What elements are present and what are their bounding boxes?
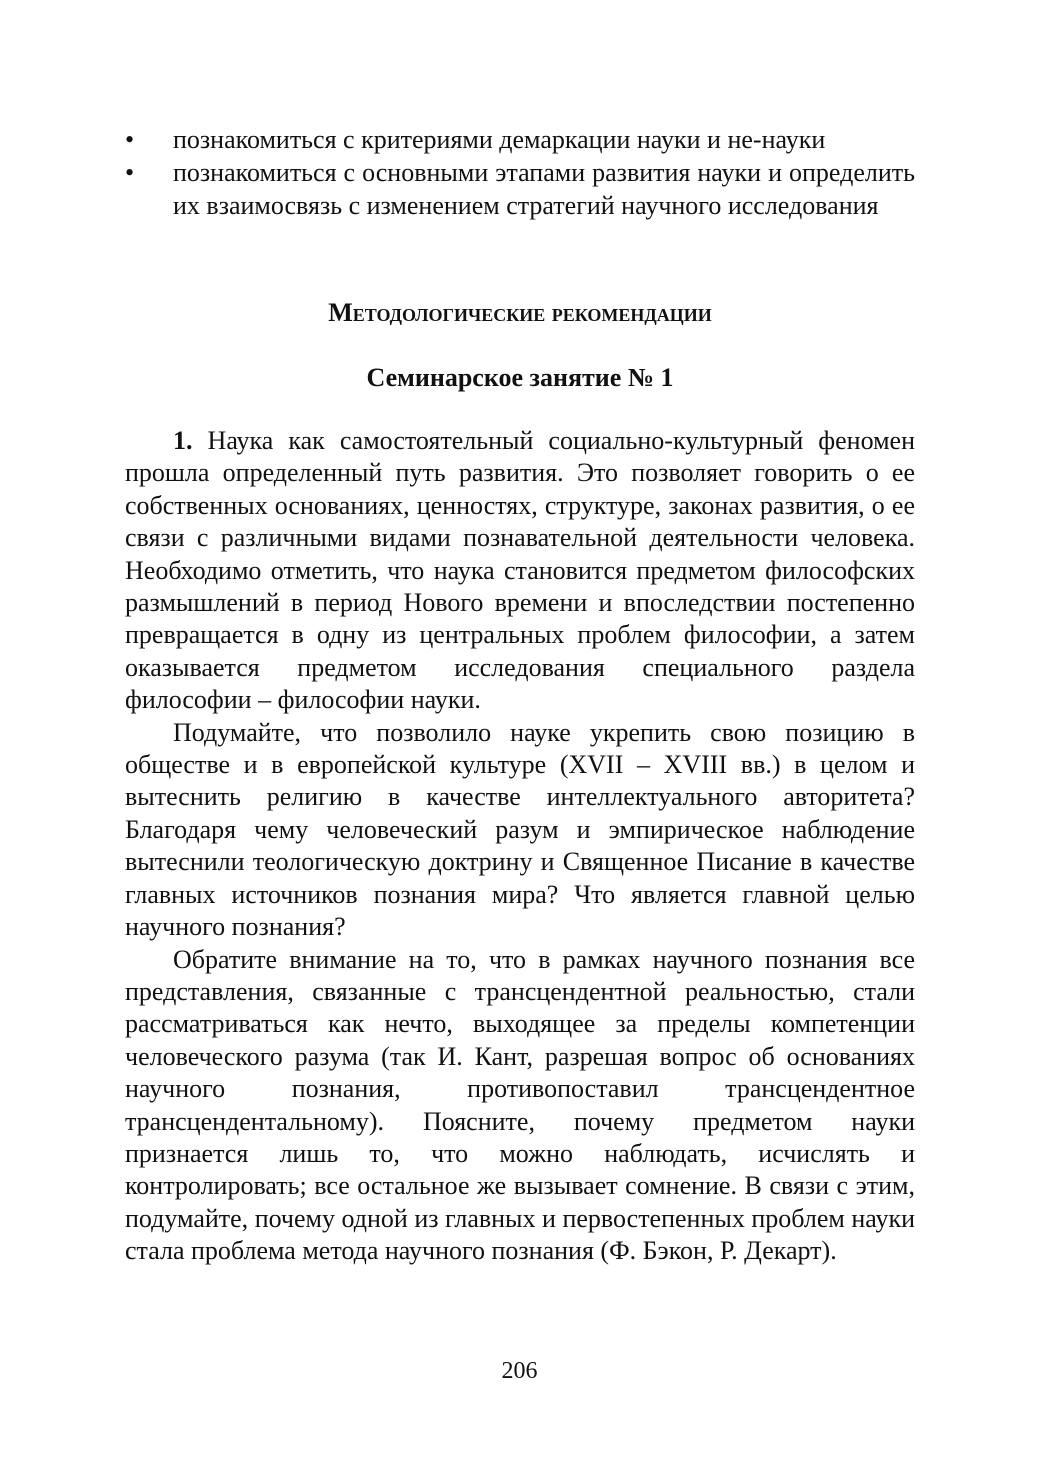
paragraph	[125, 944, 915, 1268]
section-heading: Методологические рекомендации	[328, 298, 712, 327]
bullet-icon: •	[125, 125, 135, 154]
bullet-icon: •	[125, 158, 135, 187]
paragraph-text: Подумайте, что позволило науке укрепить свою позицию в обществе и в европейской культуре (XVII – XVIII вв.) в целом и вытеснить религию в качестве интеллектуального авторитета? Благодаря чему человеческий разум и эмпирическое наблюдение вытеснили теологическую доктрину и Священное Писание в качестве главных источников познания мира? Что является главной целью научного познания?	[125, 717, 915, 942]
paragraph-text: Наука как самостоятельный социально-культурный феномен прошла определенный путь развития. Это позволяет говорить о ее собственных основаниях, ценностях, структуре, законах развития, о ее связи с различными видами познавательной деятельности человека. Необходимо отметить, что наука становится предметом философских размышлений в период Нового времени и впоследствии постепенно превращается в одну из центральных проблем философии, а затем оказывается предметом исследования специального раздела философии – философии науки.	[125, 426, 915, 715]
page-number: 206	[501, 1358, 538, 1384]
paragraph-text: Обратите внимание на то, что в рамках научного познания все представления, связанные с трансцендентной реальностью, стали рассматриваться как нечто, выходящее за пределы компетенции человеческого разума (так И. Кант, разрешая вопрос об основаниях научного познания, противопоставил трансцендентное трансцендентальному). Поясните, почему предметом науки признается лишь то, что можно наблюдать, исчислять и контролировать; все остальное же вызывает сомнение. В связи с этим, подумайте, почему одной из главных и первостепенных проблем науки стала проблема метода научного познания (Ф. Бэкон, Р. Декарт).	[125, 944, 915, 1266]
list-item	[125, 156, 915, 222]
body-text	[125, 425, 915, 1268]
goal-text: познакомиться с основными этапами развития науки и определить их взаимосвязь с изменением стратегий научного исследования	[173, 158, 915, 220]
paragraph	[125, 425, 915, 717]
goal-text: познакомиться с критериями демаркации науки и не-науки	[173, 125, 826, 154]
list-item	[125, 123, 915, 156]
seminar-heading: Семинарское занятие № 1	[366, 363, 674, 392]
goals-list	[125, 123, 915, 222]
paragraph	[125, 717, 915, 944]
paragraph-number: 1.	[173, 426, 193, 455]
